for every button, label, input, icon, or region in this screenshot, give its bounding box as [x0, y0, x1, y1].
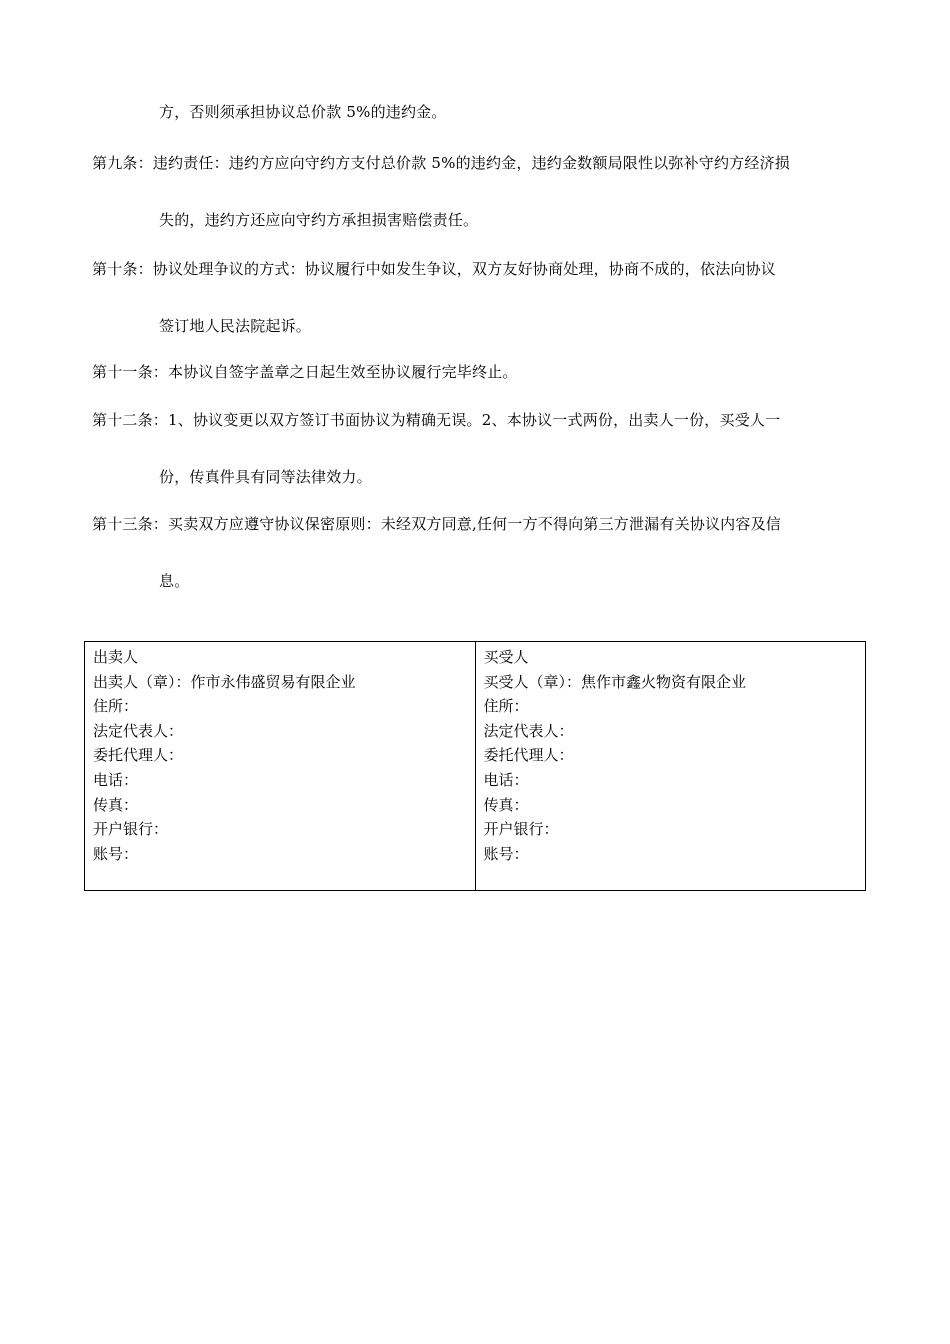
seller-agent-field: 委托代理人： [93, 746, 184, 765]
clause-8-continuation-line: 方，否则须承担协议总价款 5%的违约金。 [159, 103, 447, 121]
seller-heading: 出卖人 [93, 648, 139, 666]
seller-bank-field: 开户银行： [93, 820, 169, 839]
clause-10-continuation-line: 签订地人民法院起诉。 [159, 317, 312, 335]
buyer-cell [475, 642, 866, 890]
clause-13-continuation-line: 息。 [159, 572, 190, 590]
clause-11-line: 第十一条：本协议自签字盖章之日起生效至协议履行完毕终止。 [92, 363, 518, 381]
clause-13-first-line: 第十三条：买卖双方应遵守协议保密原则：未经双方同意,任何一方不得向第三方泄漏有关协议内容及信 [92, 515, 781, 533]
clause-12-first-line: 第十二条：1、协议变更以双方签订书面协议为精确无误。2、本协议一式两份，出卖人一份，买受人一 [92, 411, 781, 429]
clause-10-first-line: 第十条：协议处理争议的方式：协议履行中如发生争议，双方友好协商处理，协商不成的，依法向协议 [92, 260, 777, 278]
seller-name-field: 出卖人（章）：作市永伟盛贸易有限企业 [93, 672, 356, 691]
seller-fax-field: 传真： [93, 795, 139, 814]
buyer-heading: 买受人 [483, 648, 529, 666]
seller-account-field: 账号： [93, 844, 139, 863]
buyer-name-field: 买受人（章）：焦作市鑫火物资有限企业 [483, 672, 747, 691]
seller-address-field: 住所： [93, 697, 139, 716]
buyer-agent-field: 委托代理人： [483, 746, 574, 765]
buyer-account-field: 账号： [483, 844, 529, 863]
parties-signature-table [84, 641, 866, 891]
buyer-legal-rep-field: 法定代表人： [483, 721, 574, 740]
clause-9-first-line: 第九条：违约责任：违约方应向守约方支付总价款 5%的违约金，违约金数额局限性以弥补守约方经济损 [92, 154, 790, 172]
clause-9-continuation-line: 失的，违约方还应向守约方承担损害赔偿责任。 [159, 211, 479, 229]
buyer-fax-field: 传真： [483, 795, 529, 814]
seller-phone-field: 电话： [93, 770, 139, 789]
clause-12-continuation-line: 份，传真件具有同等法律效力。 [159, 468, 372, 486]
buyer-phone-field: 电话： [483, 770, 529, 789]
buyer-bank-field: 开户银行： [483, 820, 559, 839]
seller-legal-rep-field: 法定代表人： [93, 721, 184, 740]
buyer-address-field: 住所： [483, 697, 529, 716]
seller-cell [85, 642, 475, 890]
